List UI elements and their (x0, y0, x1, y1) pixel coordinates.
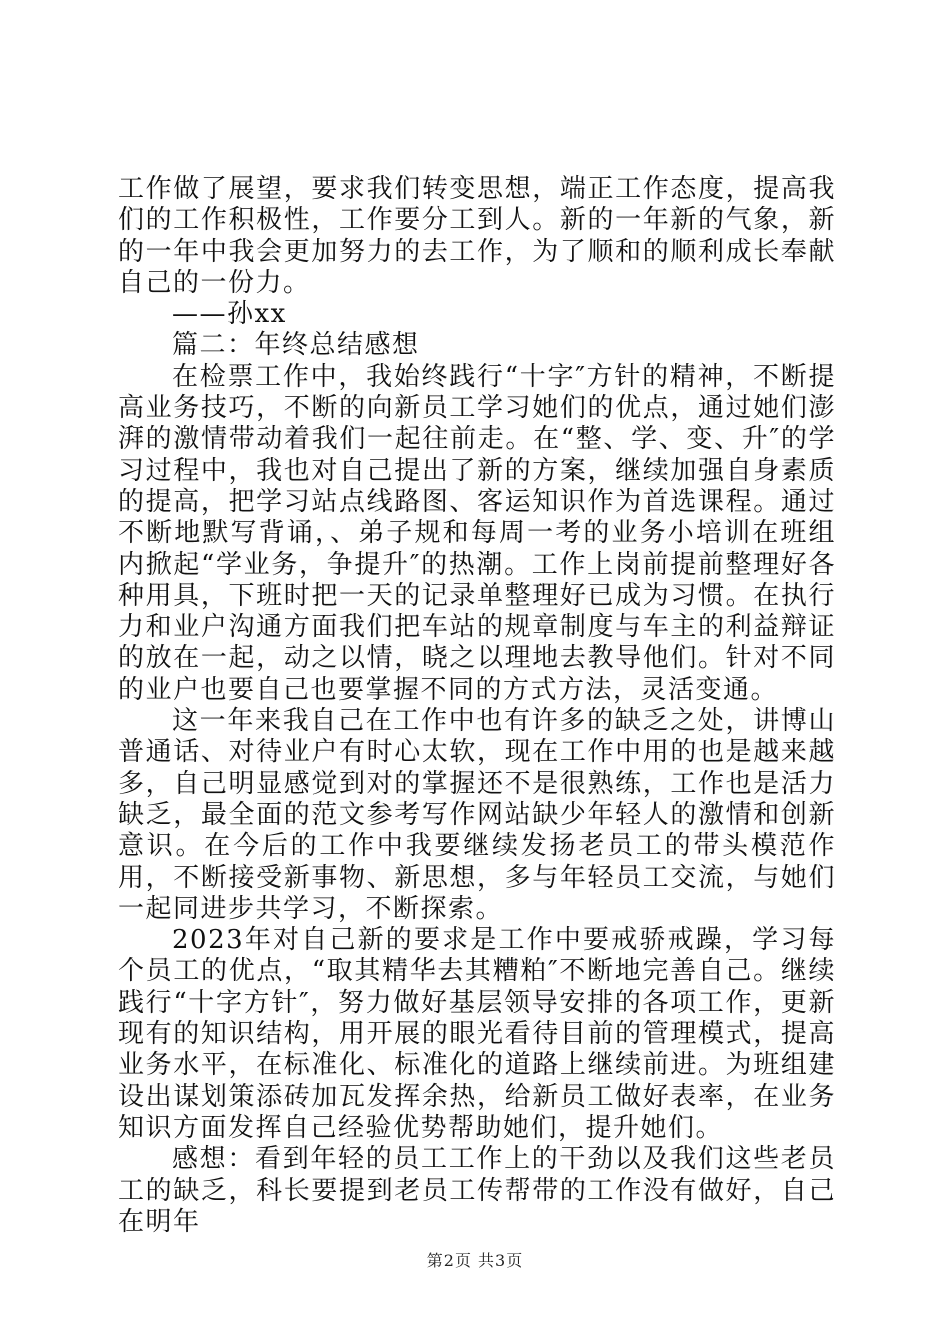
document-body (118, 174, 836, 1238)
section-heading: 篇二：年终总结感想 (172, 330, 420, 361)
paragraph-continuation: 工作做了展望，要求我们转变思想，端正工作态度，提高我们的工作积极性，工作要分工到人。新的一年新的气象，新的一年中我会更加努力的去工作，为了顺和的顺利成长奉献自己的一份力。 (118, 174, 836, 298)
page-number-footer: 第2页 共3页 (426, 1251, 524, 1270)
signature-line: ——孙xx (172, 299, 287, 330)
paragraph: 这一年来我自己在工作中也有许多的缺乏之处，讲博山普通话、对待业户有时心太软，现在工作中用的也是越来越多，自己明显感觉到对的掌握还不是很熟练，工作也是活力缺乏，最全面的范文参考写作网站缺少年轻人的激情和创新意识。在今后的工作中我要继续发扬老员工的带头模范作用，不断接受新事物、新思想，多与年轻员工交流，与她们一起同进步共学习，不断探索。 (118, 706, 836, 924)
paragraph: 2023年对自己新的要求是工作中要戒骄戒躁，学习每个员工的优点，“取其精华去其糟粕″不断地完善自己。继续践行“十字方针″，努力做好基层领导安排的各项工作，更新现有的知识结构，用开展的眼光看待目前的管理模式，提高业务水平，在标准化、标准化的道路上继续前进。为班组建设出谋划策添砖加瓦发挥余热，给新员工做好表率，在业务知识方面发挥自己经验优势帮助她们，提升她们。 (118, 925, 836, 1143)
paragraph: 感想：看到年轻的员工工作上的干劲以及我们这些老员工的缺乏，科长要提到老员工传帮带的工作没有做好，自己在明年 (118, 1144, 836, 1237)
paragraph: 在检票工作中，我始终践行“十字″方针的精神，不断提高业务技巧，不断的向新员工学习她们的优点，通过她们澎湃的激情带动着我们一起往前走。在“整、学、变、升″的学习过程中，我也对自己提出了新的方案，继续加强自身素质的提高，把学习站点线路图、客运知识作为首选课程。通过不断地默写背诵，、弟子规和每周一考的业务小培训在班组内掀起“学业务，争提升″的热潮。工作上岗前提前整理好各种用具，下班时把一天的记录单整理好已成为习惯。在执行力和业户沟通方面我们把车站的规章制度与车主的利益辩证的放在一起，动之以情，晓之以理地去教导他们。针对不同的业户也要自己也要掌握不同的方式方法，灵活变通。 (118, 361, 836, 705)
